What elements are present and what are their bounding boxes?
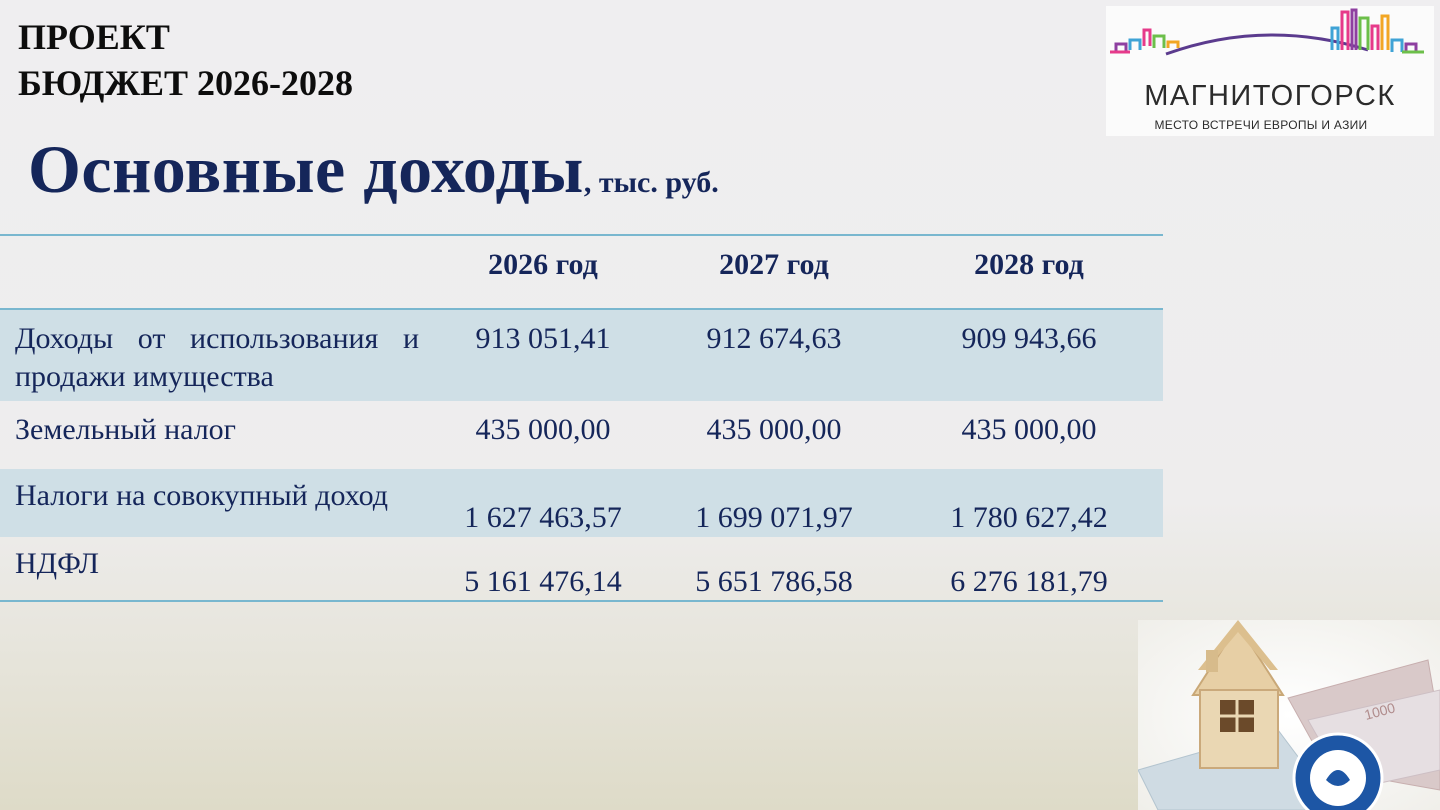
value-2026: 1 627 463,57: [464, 501, 622, 534]
table-row: [0, 469, 1163, 537]
row-label: Доходы от использования и продажи имущества: [15, 322, 419, 393]
value-2028: 1 780 627,42: [950, 501, 1108, 534]
value-2026: 5 161 476,14: [464, 565, 622, 598]
row-label: Налоги на совокупный доход: [15, 479, 388, 512]
project-heading: [18, 14, 353, 106]
title-main: Основные доходы: [28, 131, 584, 207]
logo-tagline: МЕСТО ВСТРЕЧИ ЕВРОПЫ И АЗИИ: [1154, 118, 1368, 132]
column-header-2026: 2026 год: [488, 248, 598, 281]
value-2028: 909 943,66: [961, 322, 1097, 355]
table-row: [0, 537, 1163, 602]
city-logo: [1106, 6, 1434, 136]
revenue-table: [0, 234, 1163, 602]
value-2028: 6 276 181,79: [950, 565, 1108, 598]
skyline-icon: [1106, 6, 1434, 86]
house-on-money-image: [1138, 620, 1440, 810]
table-header-row: [0, 234, 1163, 310]
value-2027: 1 699 071,97: [695, 501, 853, 534]
budget-period: БЮДЖЕТ 2026-2028: [18, 63, 354, 103]
title-unit: , тыс. руб.: [583, 166, 719, 199]
value-2027: 5 651 786,58: [695, 565, 853, 598]
table-row: [0, 310, 1163, 401]
value-2027: 912 674,63: [706, 322, 842, 355]
table-row: [0, 401, 1163, 469]
row-label: Земельный налог: [15, 413, 236, 446]
column-header-2027: 2027 год: [719, 248, 829, 281]
row-label: НДФЛ: [15, 547, 99, 580]
tax-service-emblem-icon: [1294, 734, 1382, 810]
svg-text:1000: 1000: [1362, 699, 1397, 723]
value-2026: 913 051,41: [475, 322, 611, 355]
logo-wordmark: МАГНИТОГОРСК: [1144, 80, 1396, 112]
value-2026: 435 000,00: [475, 413, 611, 446]
value-2027: 435 000,00: [706, 413, 842, 446]
project-label: ПРОЕКТ: [18, 17, 170, 57]
column-header-2028: 2028 год: [974, 248, 1084, 281]
value-2028: 435 000,00: [961, 413, 1097, 446]
page-title: [28, 130, 719, 209]
